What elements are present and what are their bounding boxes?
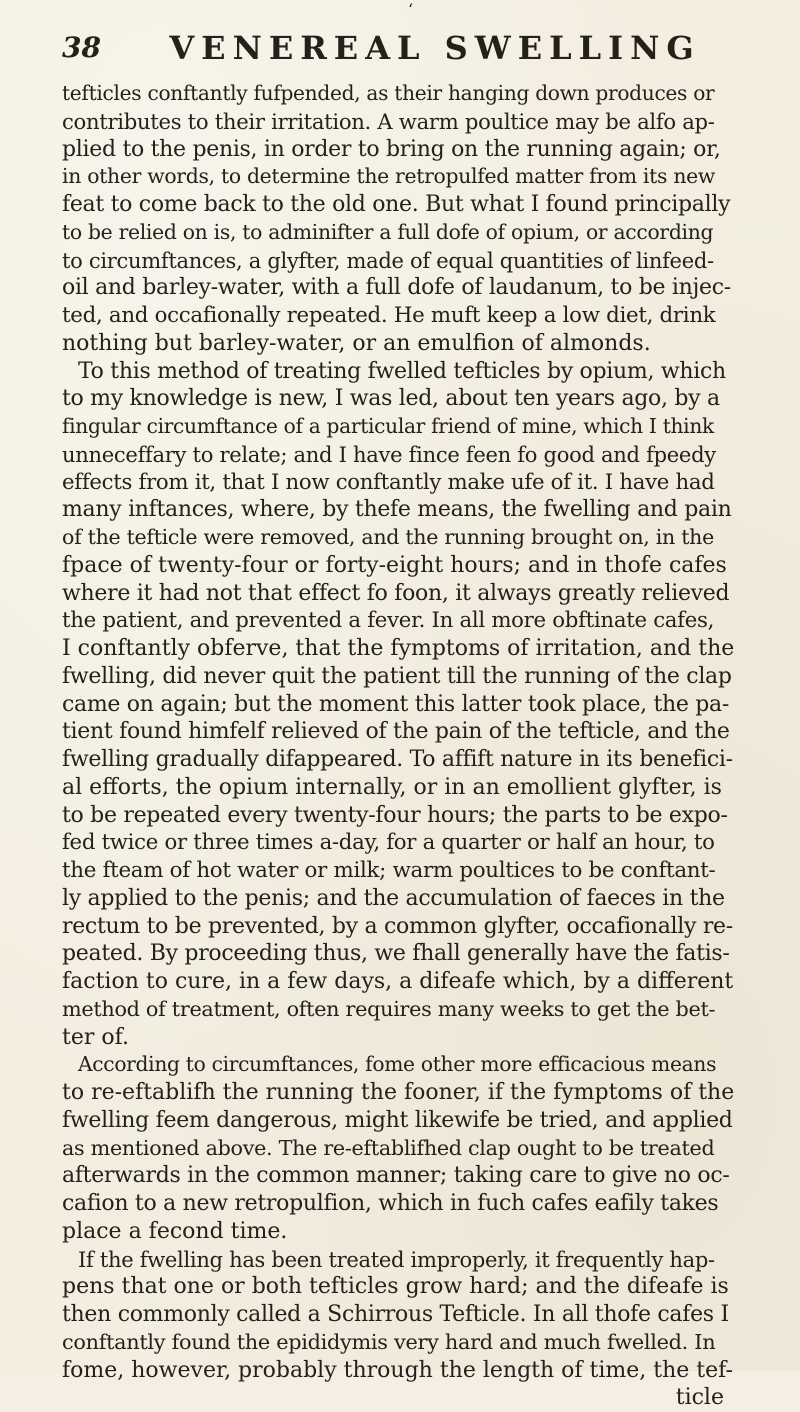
text-line: ter of. xyxy=(62,1024,129,1050)
top-mark: ‘ xyxy=(408,0,414,19)
text-line: To this method of treating fwelled tefticles by opium, which xyxy=(78,358,726,384)
text-line: cafion to a new retropulfion, which in fuch cafes eafily takes xyxy=(62,1191,719,1216)
text-line: in other words, to determine the retropulfed matter from its new xyxy=(62,164,716,189)
text-line: then commonly called a Schirrous Tefticle. In all thofe cafes I xyxy=(62,1302,729,1327)
text-line: to circumftances, a glyfter, made of equal quantities of linfeed- xyxy=(62,247,714,273)
text-line: fwelling gradually difappeared. To affift nature in its benefici- xyxy=(62,747,733,772)
text-line: oil and barley-water, with a full dofe of laudanum, to be injec- xyxy=(62,275,731,301)
text-line: nothing but barley-water, or an emulfion of almonds. xyxy=(62,330,651,356)
text-line: fwelling, did never quit the patient till the running of the clap xyxy=(62,663,732,689)
text-line: to my knowledge is new, I was led, about ten years ago, by a xyxy=(62,386,720,412)
text-line: fed twice or three times a-day, for a quarter or half an hour, to xyxy=(62,830,715,856)
text-line: to be relied on is, to adminifter a full dofe of opium, or according xyxy=(62,219,714,244)
text-line: fingular circumftance of a particular friend of mine, which I think xyxy=(62,414,714,438)
text-line: afterwards in the common manner; taking care to give no oc- xyxy=(62,1163,730,1189)
text-line: feat to come back to the old one. But what I found principally xyxy=(62,192,731,217)
text-line: rectum to be prevented, by a common glyfter, occafionally re- xyxy=(62,913,733,939)
page-number: 38 xyxy=(62,31,101,64)
text-line: where it had not that effect fo foon, it always greatly relieved xyxy=(62,580,730,606)
text-line: effects from it, that I now conftantly make ufe of it. I have had xyxy=(62,469,715,495)
page-header xyxy=(0,29,800,72)
text-line: plied to the penis, in order to bring on the running again; or, xyxy=(62,136,721,162)
text-line: peated. By proceeding thus, we fhall generally have the fatis- xyxy=(62,941,730,967)
text-line: conftantly found the epididymis very hard and much fwelled. In xyxy=(62,1329,716,1354)
text-line: ticle xyxy=(675,1385,724,1411)
text-line: method of treatment, often requires many weeks to get the bet- xyxy=(62,996,716,1021)
text-line: ly applied to the penis; and the accumulation of faeces in the xyxy=(62,885,725,911)
text-line: fwelling feem dangerous, might likewife be tried, and applied xyxy=(62,1107,733,1133)
text-line: contributes to their irritation. A warm poultice may be alfo ap- xyxy=(62,108,715,134)
text-line: many inftances, where, by thefe means, the fwelling and pain xyxy=(62,497,732,523)
text-line: tient found himfelf relieved of the pain of the tefticle, and the xyxy=(62,719,730,745)
text-line: the fteam of hot water or milk; warm poultices to be conftant- xyxy=(62,858,716,883)
text-line: unneceffary to relate; and I have fince feen fo good and fpeedy xyxy=(62,441,716,467)
text-line: as mentioned above. The re-eftablifhed clap ought to be treated xyxy=(62,1135,715,1160)
text-line: of the tefticle were removed, and the running brought on, in the xyxy=(62,525,714,549)
text-line: place a fecond time. xyxy=(62,1218,288,1244)
body-text xyxy=(62,80,734,1412)
text-line: tefticles conftantly fufpended, as their hanging down produces or xyxy=(62,81,715,105)
text-line: al efforts, the opium internally, or in an emollient glyfter, is xyxy=(62,774,722,800)
text-line: I conftantly obferve, that the fymptoms of irritation, and the xyxy=(62,636,735,661)
text-line: the patient, and prevented a fever. In all more obftinate cafes, xyxy=(62,608,715,634)
text-line: fpace of twenty-four or forty-eight hours; and in thofe cafes xyxy=(62,552,727,578)
text-line: came on again; but the moment this latter took place, the pa- xyxy=(62,691,730,717)
running-head: VENEREAL SWELLING xyxy=(169,29,701,67)
text-line: fome, however, probably through the length of time, the tef- xyxy=(62,1357,733,1383)
text-line: to re-eftablifh the running the fooner, if the fymptoms of the xyxy=(62,1080,735,1105)
text-line: ted, and occafionally repeated. He muft keep a low diet, drink xyxy=(62,303,716,328)
text-line: to be repeated every twenty-four hours; the parts to be expo- xyxy=(62,802,728,828)
text-line: If the fwelling has been treated improperly, it frequently hap- xyxy=(78,1246,715,1272)
text-line: faction to cure, in a few days, a difeafe which, by a different xyxy=(62,969,734,994)
text-line: pens that one or both tefticles grow hard; and the difeafe is xyxy=(62,1274,729,1300)
text-line: According to circumftances, fome other more efficacious means xyxy=(78,1052,717,1077)
